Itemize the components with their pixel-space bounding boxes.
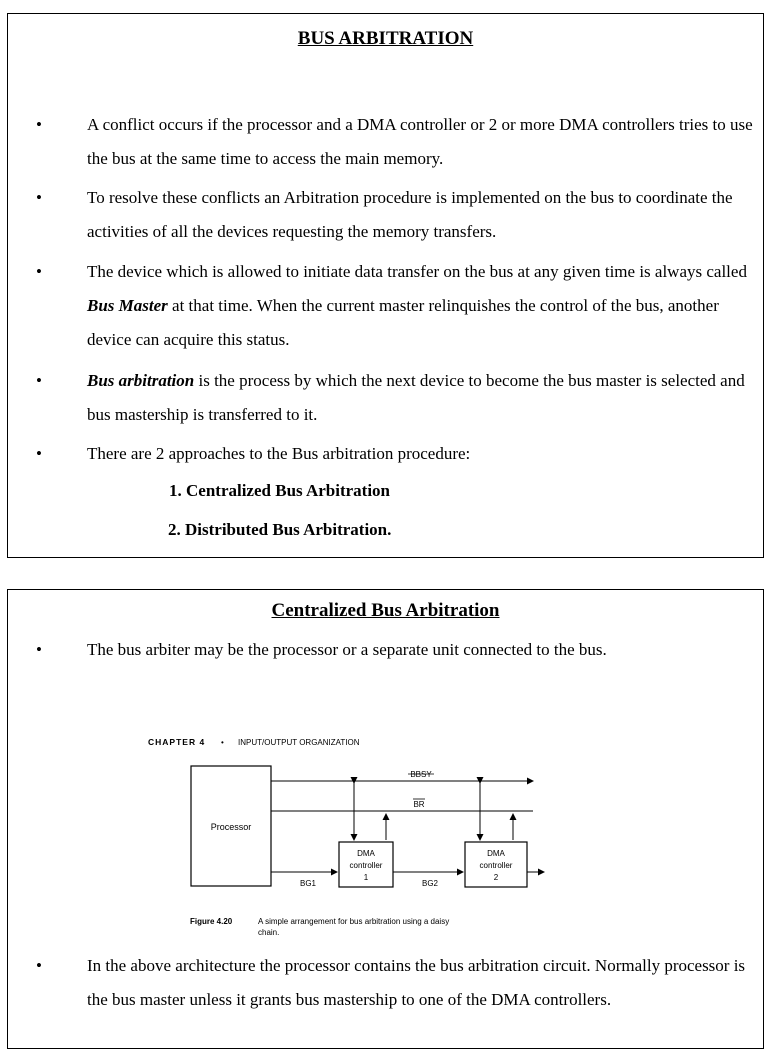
bullet-text: The bus arbiter may be the processor or a separate unit connected to the bus. — [87, 640, 607, 659]
figure-chapter-title: INPUT/OUTPUT ORGANIZATION — [238, 738, 360, 747]
dma1-label-line2: controller — [349, 861, 383, 870]
bullet-text-after: is the process by which the next device to become the bus master is selected and bus mastership is transferred to it. — [87, 371, 745, 424]
bullet-marker: • — [36, 371, 42, 390]
bullet-marker: • — [36, 444, 42, 463]
bg1-label: BG1 — [299, 879, 317, 888]
dma1-label-line1: DMA — [357, 849, 375, 858]
daisy-chain-figure — [138, 730, 548, 948]
bullet-text: To resolve these conflicts an Arbitration procedure is implemented on the bus to coordinate the activities of all the devices requesting the memory transfers. — [87, 188, 733, 241]
dma2-label-line2: controller — [479, 861, 513, 870]
approach-centralized: 1. Centralized Bus Arbitration — [169, 481, 390, 500]
slide-centralized-bus-arbitration — [7, 589, 764, 1049]
bbsy-label: BBSY — [410, 770, 432, 779]
bullet-bus-arbiter — [36, 633, 755, 669]
bullet-bus-arbitration — [36, 364, 755, 434]
term-bus-arbitration: Bus arbitration — [87, 371, 195, 390]
bullet-text: In the above architecture the processor contains the bus arbitration circuit. Normally processor is the bus master unless it grants bus mastership to one of the DMA controllers. — [87, 956, 746, 1009]
bullet-processor-arbiter — [36, 949, 755, 1059]
figure-caption-line1: A simple arrangement for bus arbitration using a daisy — [258, 917, 450, 926]
bullet-text — [87, 255, 755, 357]
bg2-label: BG2 — [421, 879, 439, 888]
slide2-title: Centralized Bus Arbitration — [271, 600, 500, 621]
bullet-bus-master — [36, 255, 755, 359]
bullet-conflict — [36, 108, 755, 178]
figure-caption-number: Figure 4.20 — [190, 917, 233, 926]
bullet-marker: • — [36, 115, 42, 134]
term-bus-master: Bus Master — [87, 296, 168, 315]
bullet-text-before: The device which is allowed to initiate data transfer on the bus at any given time is always called — [87, 262, 747, 281]
slide1-title: BUS ARBITRATION — [297, 28, 474, 49]
bullet-approaches — [36, 437, 755, 473]
br-label: BR — [413, 800, 425, 809]
bullet-marker: • — [36, 640, 42, 659]
slide-bus-arbitration — [7, 13, 764, 558]
dma1-label-line3: 1 — [363, 873, 369, 882]
figure-caption-line2: chain. — [258, 928, 280, 937]
dma2-label-line3: 2 — [493, 873, 499, 882]
figure-chapter-label: CHAPTER 4 — [148, 737, 206, 747]
bullet-marker: • — [36, 188, 42, 207]
figure-chapter-separator: • — [221, 738, 224, 747]
bullet-text: There are 2 approaches to the Bus arbitration procedure: — [87, 444, 471, 463]
bullet-text — [87, 364, 755, 432]
approach-distributed: 2. Distributed Bus Arbitration. — [168, 520, 392, 539]
bullet-text: A conflict occurs if the processor and a DMA controller or 2 or more DMA controllers tries to use the bus at the same time to access the main memory. — [87, 115, 753, 168]
bullet-text-after: at that time. When the current master relinquishes the control of the bus, another device can acquire this status. — [87, 296, 719, 349]
bullet-resolve — [36, 181, 755, 251]
processor-label: Processor — [210, 822, 252, 832]
dma2-label-line1: DMA — [487, 849, 505, 858]
bullet-marker: • — [36, 262, 42, 281]
bullet-marker: • — [36, 956, 42, 975]
